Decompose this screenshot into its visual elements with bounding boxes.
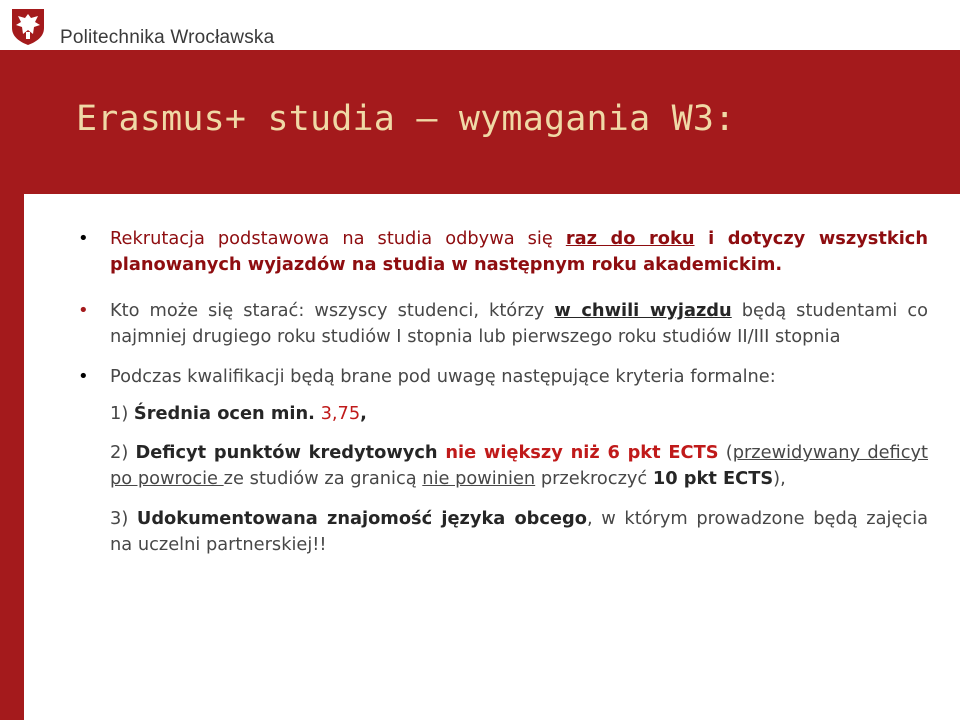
emphasis-once-a-year: raz do roku bbox=[565, 228, 695, 249]
bullet-dot: • bbox=[78, 300, 89, 321]
emphasis-at-departure: w chwili wyjazdu bbox=[554, 300, 732, 321]
slide-title: Erasmus+ studia – wymagania W3: bbox=[76, 99, 736, 139]
bullet-dot: • bbox=[78, 366, 89, 387]
deficit-limit: nie większy niż 6 pkt ECTS bbox=[437, 442, 719, 463]
bullet-eligibility: • Kto może się starać: wszyscy studenci, którzy w chwili wyjazdu będą studentami co najmniej drugiego roku studiów I stopnia lub pierwszego roku studiów II/III stopnia bbox=[78, 300, 928, 347]
university-name: Politechnika Wrocławska bbox=[60, 27, 275, 48]
slide-content bbox=[76, 226, 928, 557]
bullet-recruitment: • Rekrutacja podstawowa na studia odbywa się raz do roku i dotyczy wszystkich planowanych wyjazdów na studia w następnym roku akademickim. bbox=[78, 228, 928, 275]
criterion-credit-deficit: 2) Deficyt punktów kredytowych nie większy niż 6 pkt ECTS (przewidywany deficyt po powrocie ze studiów za granicą nie powinien przekroczyć 10 pkt ECTS), bbox=[110, 442, 929, 489]
criterion-grade-average: 1) Średnia ocen min. 3,75, bbox=[110, 402, 367, 424]
eagle-shield-icon bbox=[8, 6, 48, 46]
grade-value: 3,75 bbox=[314, 402, 361, 424]
bullet-dot: • bbox=[78, 228, 89, 249]
criterion-language: 3) Udokumentowana znajomość języka obcego, w którym prowadzone będą zajęcia na uczelni partnerskiej!! bbox=[110, 508, 928, 555]
side-strip bbox=[0, 194, 24, 720]
bullet-criteria-intro: • Podczas kwalifikacji będą brane pod uwagę następujące kryteria formalne: bbox=[76, 364, 928, 390]
top-bar bbox=[0, 0, 960, 50]
